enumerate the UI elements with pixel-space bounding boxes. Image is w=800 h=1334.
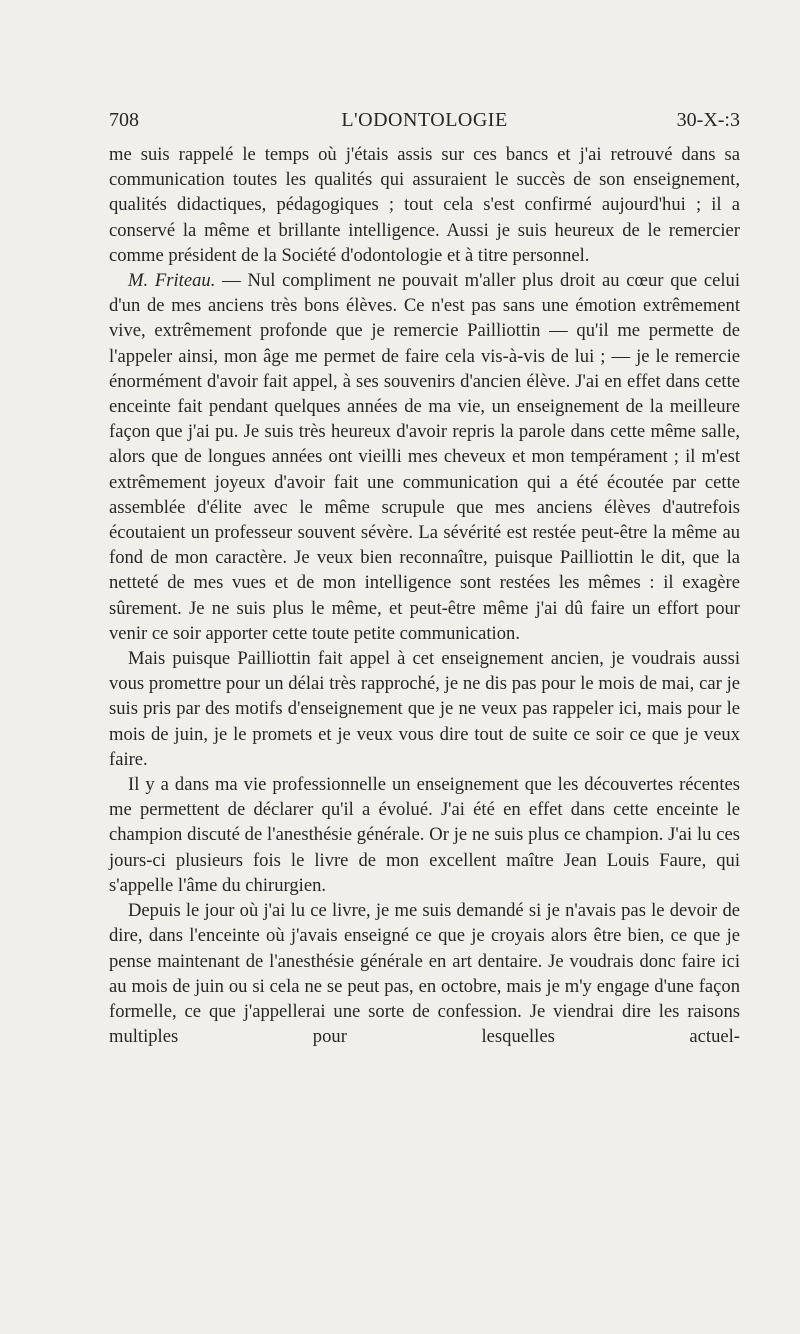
speaker-text: — Nul compliment ne pouvait m'aller plus droit au cœur que celui d'un de mes anciens très bons élèves. Ce n'est pas sans une émotion extrêmement vive, extrêmement profonde que je remercie Pailliottin — qu'il me permette de l'appeler ainsi, mon âge me permet de faire cela vis-à-vis de lui ; — je le remercie énormément d'avoir fait appel, à ses souvenirs d'ancien élève. J'ai en effet dans cette enceinte fait pendant quelques années de ma vie, un enseignement de la meilleure façon que j'ai pu. Je suis très heureux d'avoir repris la parole dans cette même salle, alors que de longues années ont vieilli mes cheveux et mon tempérament ; il m'est extrêmement joyeux d'avoir fait une communication qui a été écoutée par cette assemblée d'élite avec le même scrupule que mes anciens élèves d'autrefois écoutaient un professeur souvent sévère. La sévérité est restée peut-être la même au fond de mon caractère. Je veux bien reconnaître, puisque Pailliottin le dit, que la netteté de mes vues et de mon intelligence sont restées les mêmes : il exagère sûrement. Je ne suis plus le même, et peut-être même j'ai dû faire un effort pour venir ce soir apporter cette toute petite communication. xyxy=(109,270,740,644)
speaker-name: M. Friteau. xyxy=(128,270,216,292)
issue-date: 30-X-:3 xyxy=(676,109,740,131)
body-text xyxy=(109,142,740,1049)
journal-title: L'ODONTOLOGIE xyxy=(341,109,508,131)
paragraph-confession: Depuis le jour où j'ai lu ce livre, je me suis demandé si je n'avais pas le devoir de dire, dans l'enceinte où j'avais enseigné ce que je croyais alors être bien, ce que je pense maintenant de l'anesthésie générale en art dentaire. Je voudrais donc faire ici au mois de juin ou si cela ne se peut pas, en octobre, mais je m'y engage d'une façon formelle, ce que j'appellerai une sorte de confession. Je viendrai dire les raisons multiples pour lesquelles actuel- xyxy=(109,900,740,1048)
page-number: 708 xyxy=(109,109,139,131)
paragraph-promise: Mais puisque Pailliottin fait appel à cet enseignement ancien, je voudrais aussi vous promettre pour un délai très rapproché, je ne dis pas pour le mois de mai, car je suis pris par des motifs d'enseignement que je ne veux pas rappeler ici, mais pour le mois de juin, je le promets et je veux vous dire tout de suite ce soir ce que je veux faire. xyxy=(109,648,740,770)
paragraph-continuation: me suis rappelé le temps où j'étais assis sur ces bancs et j'ai retrouvé dans sa communication toutes les qualités qui assuraient le succès de son enseignement, qualités didactiques, pédagogiques ; tout cela s'est confirmé aujourd'hui ; il a conservé la même et brillante intelligence. Aussi je suis heureux de le remercier comme président de la Société d'odontologie et à titre personnel. xyxy=(109,144,740,266)
paragraph-evolution: Il y a dans ma vie professionnelle un enseignement que les découvertes récentes me permettent de déclarer qu'il a évolué. J'ai été en effet dans cette enceinte le champion discuté de l'anesthésie générale. Or je ne suis plus ce champion. J'ai lu ces jours-ci plusieurs fois le livre de mon excellent maître Jean Louis Faure, qui s'appelle l'âme du chirurgien. xyxy=(109,774,740,896)
running-header xyxy=(109,104,740,136)
paragraph-friteau xyxy=(109,268,740,646)
